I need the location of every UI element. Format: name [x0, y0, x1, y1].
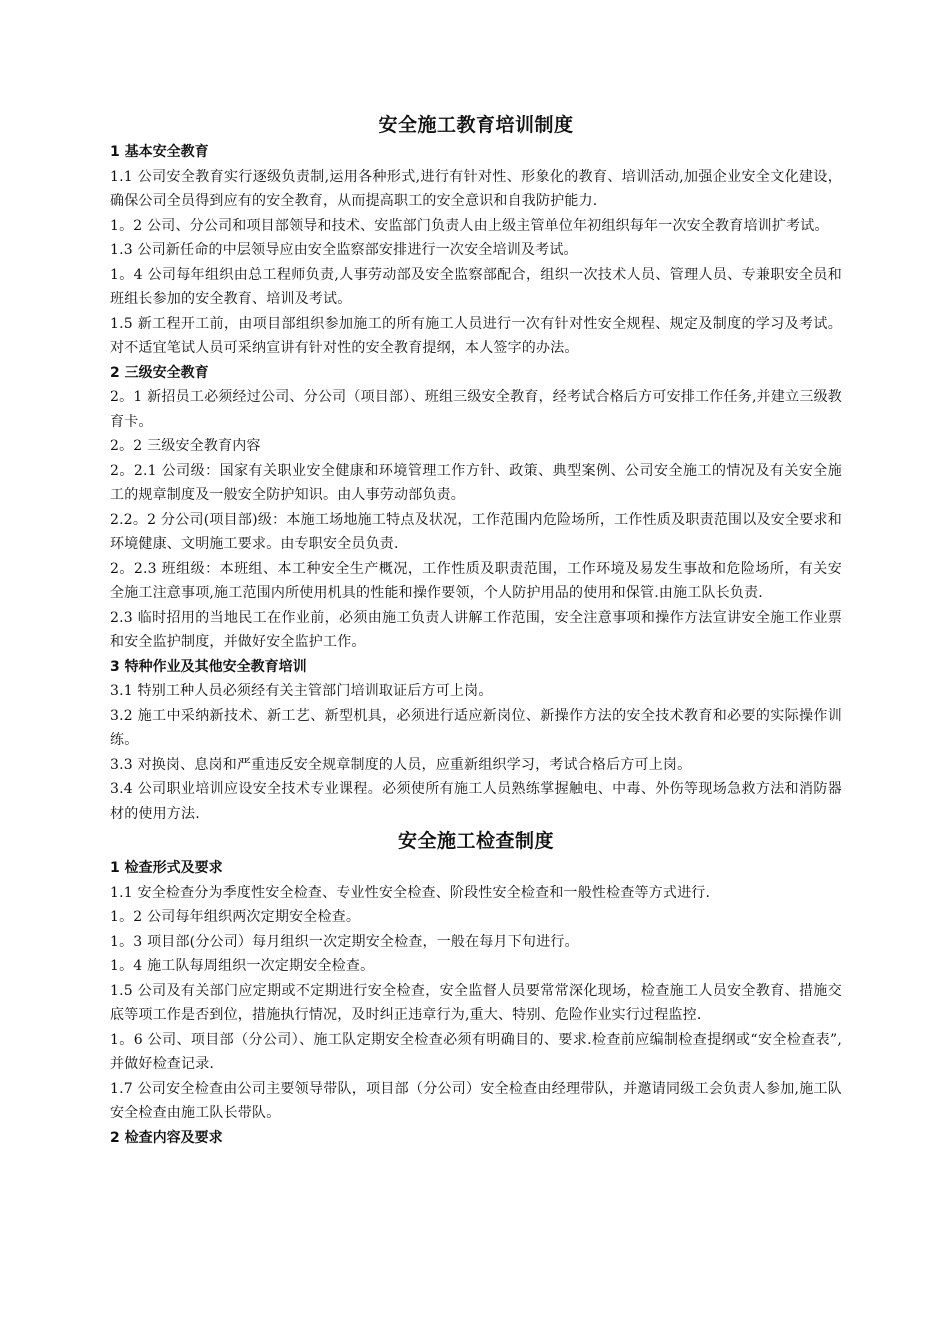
- paragraph: 3.4 公司职业培训应设安全技术专业课程。必须使所有施工人员熟练掌握触电、中毒、外伤等现场急救方法和消防器材的使用方法.: [110, 781, 842, 822]
- paragraph: 1。6 公司、项目部（分公司）、施工队定期安全检查必须有明确目的、要求.检查前应编制检查提纲或“安全检查表”,并做好检查记录.: [110, 1031, 842, 1072]
- section-title: 安全施工教育培训制度: [378, 114, 574, 136]
- paragraph: 2.3 临时招用的当地民工在作业前，必须由施工负责人讲解工作范围，安全注意事项和操作方法宣讲安全施工作业票和安全监护制度，并做好安全监护工作。: [110, 609, 842, 650]
- section-heading: 2 三级安全教育: [110, 364, 209, 381]
- paragraph: 1.5 新工程开工前，由项目部组织参加施工的所有施工人员进行一次有针对性安全规程、规定及制度的学习及考试。对不适宜笔试人员可采纳宣讲有针对性的安全教育提纲，本人签字的办法。: [110, 315, 842, 356]
- paragraph: 1.7 公司安全检查由公司主要领导带队，项目部（分公司）安全检查由经理带队，并邀请同级工会负责人参加,施工队安全检查由施工队长带队。: [110, 1080, 842, 1121]
- paragraph: 1。3 项目部(分公司）每月组织一次定期安全检查，一般在每月下旬进行。: [110, 933, 579, 950]
- section-heading: 1 检查形式及要求: [110, 860, 223, 876]
- paragraph: 2。2.1 公司级：国家有关职业安全健康和环境管理工作方针、政策、典型案例、公司安全施工的情况及有关安全施工的规章制度及一般安全防护知识。由人事劳动部负责。: [110, 462, 842, 503]
- paragraph: 1。2 公司、分公司和项目部领导和技术、安监部门负责人由上级主管单位年初组织每年一次安全教育培训扩考试。: [110, 217, 829, 234]
- paragraph: 2。1 新招员工必须经过公司、分公司（项目部）、班组三级安全教育，经考试合格后方可安排工作任务,并建立三级教育卡。: [110, 389, 842, 430]
- paragraph: 1。2 公司每年组织两次定期安全检查。: [110, 909, 361, 925]
- paragraph: 1.3 公司新任命的中层领导应由安全监察部安排进行一次安全培训及考试。: [110, 242, 578, 258]
- paragraph: 1.1 安全检查分为季度性安全检查、专业性安全检查、阶段性安全检查和一般性检查等方式进行.: [110, 884, 711, 901]
- paragraph: 1。4 施工队每周组织一次定期安全检查。: [110, 958, 375, 974]
- paragraph: 3.3 对换岗、息岗和严重违反安全规章制度的人员，应重新组织学习，考试合格后方可上岗。: [110, 756, 692, 773]
- paragraph: 2.2。2 分公司(项目部)级：本施工场地施工特点及状况，工作范围内危险场所，工作性质及职责范围以及安全要求和环境健康、文明施工要求。由专职安全员负责.: [110, 511, 842, 552]
- section-heading: 2 检查内容及要求: [110, 1129, 223, 1146]
- paragraph: 1.5 公司及有关部门应定期或不定期进行安全检查，安全监督人员要常常深化现场，检查施工人员安全教育、措施交底等项工作是否到位，措施执行情况，及时纠正违章行为,重大、特别、危险作业实行过程监控.: [110, 982, 842, 1023]
- paragraph: 2。2 三级安全教育内容: [110, 438, 261, 454]
- paragraph: 2。2.3 班组级：本班组、本工种安全生产概况，工作性质及职责范围，工作环境及易发生事故和危险场所，有关安全施工注意事项,施工范围内所使用机具的性能和操作要领，个人防护用品的使用和保管.由施工队长负责.: [110, 560, 842, 601]
- section-heading: 3 特种作业及其他安全教育培训: [110, 658, 307, 675]
- paragraph: 3.1 特别工种人员必须经有关主管部门培训取证后方可上岗。: [110, 683, 493, 699]
- section-title: 安全施工检查制度: [397, 830, 554, 852]
- document-page: [110, 108, 842, 1150]
- paragraph: 1.1 公司安全教育实行逐级负责制,运用各种形式,进行有针对性、形象化的教育、培训活动,加强企业安全文化建设，确保公司全员得到应有的安全教育，从而提高职工的安全意识和自我防护能力.: [110, 168, 842, 209]
- section-heading: 1 基本安全教育: [110, 144, 209, 160]
- paragraph: 3.2 施工中采纳新技术、新工艺、新型机具，必须进行适应新岗位、新操作方法的安全技术教育和必要的实际操作训练。: [110, 707, 842, 748]
- paragraph: 1。4 公司每年组织由总工程师负责,人事劳动部及安全监察部配合，组织一次技术人员、管理人员、专兼职安全员和班组长参加的安全教育、培训及考试。: [110, 266, 842, 307]
